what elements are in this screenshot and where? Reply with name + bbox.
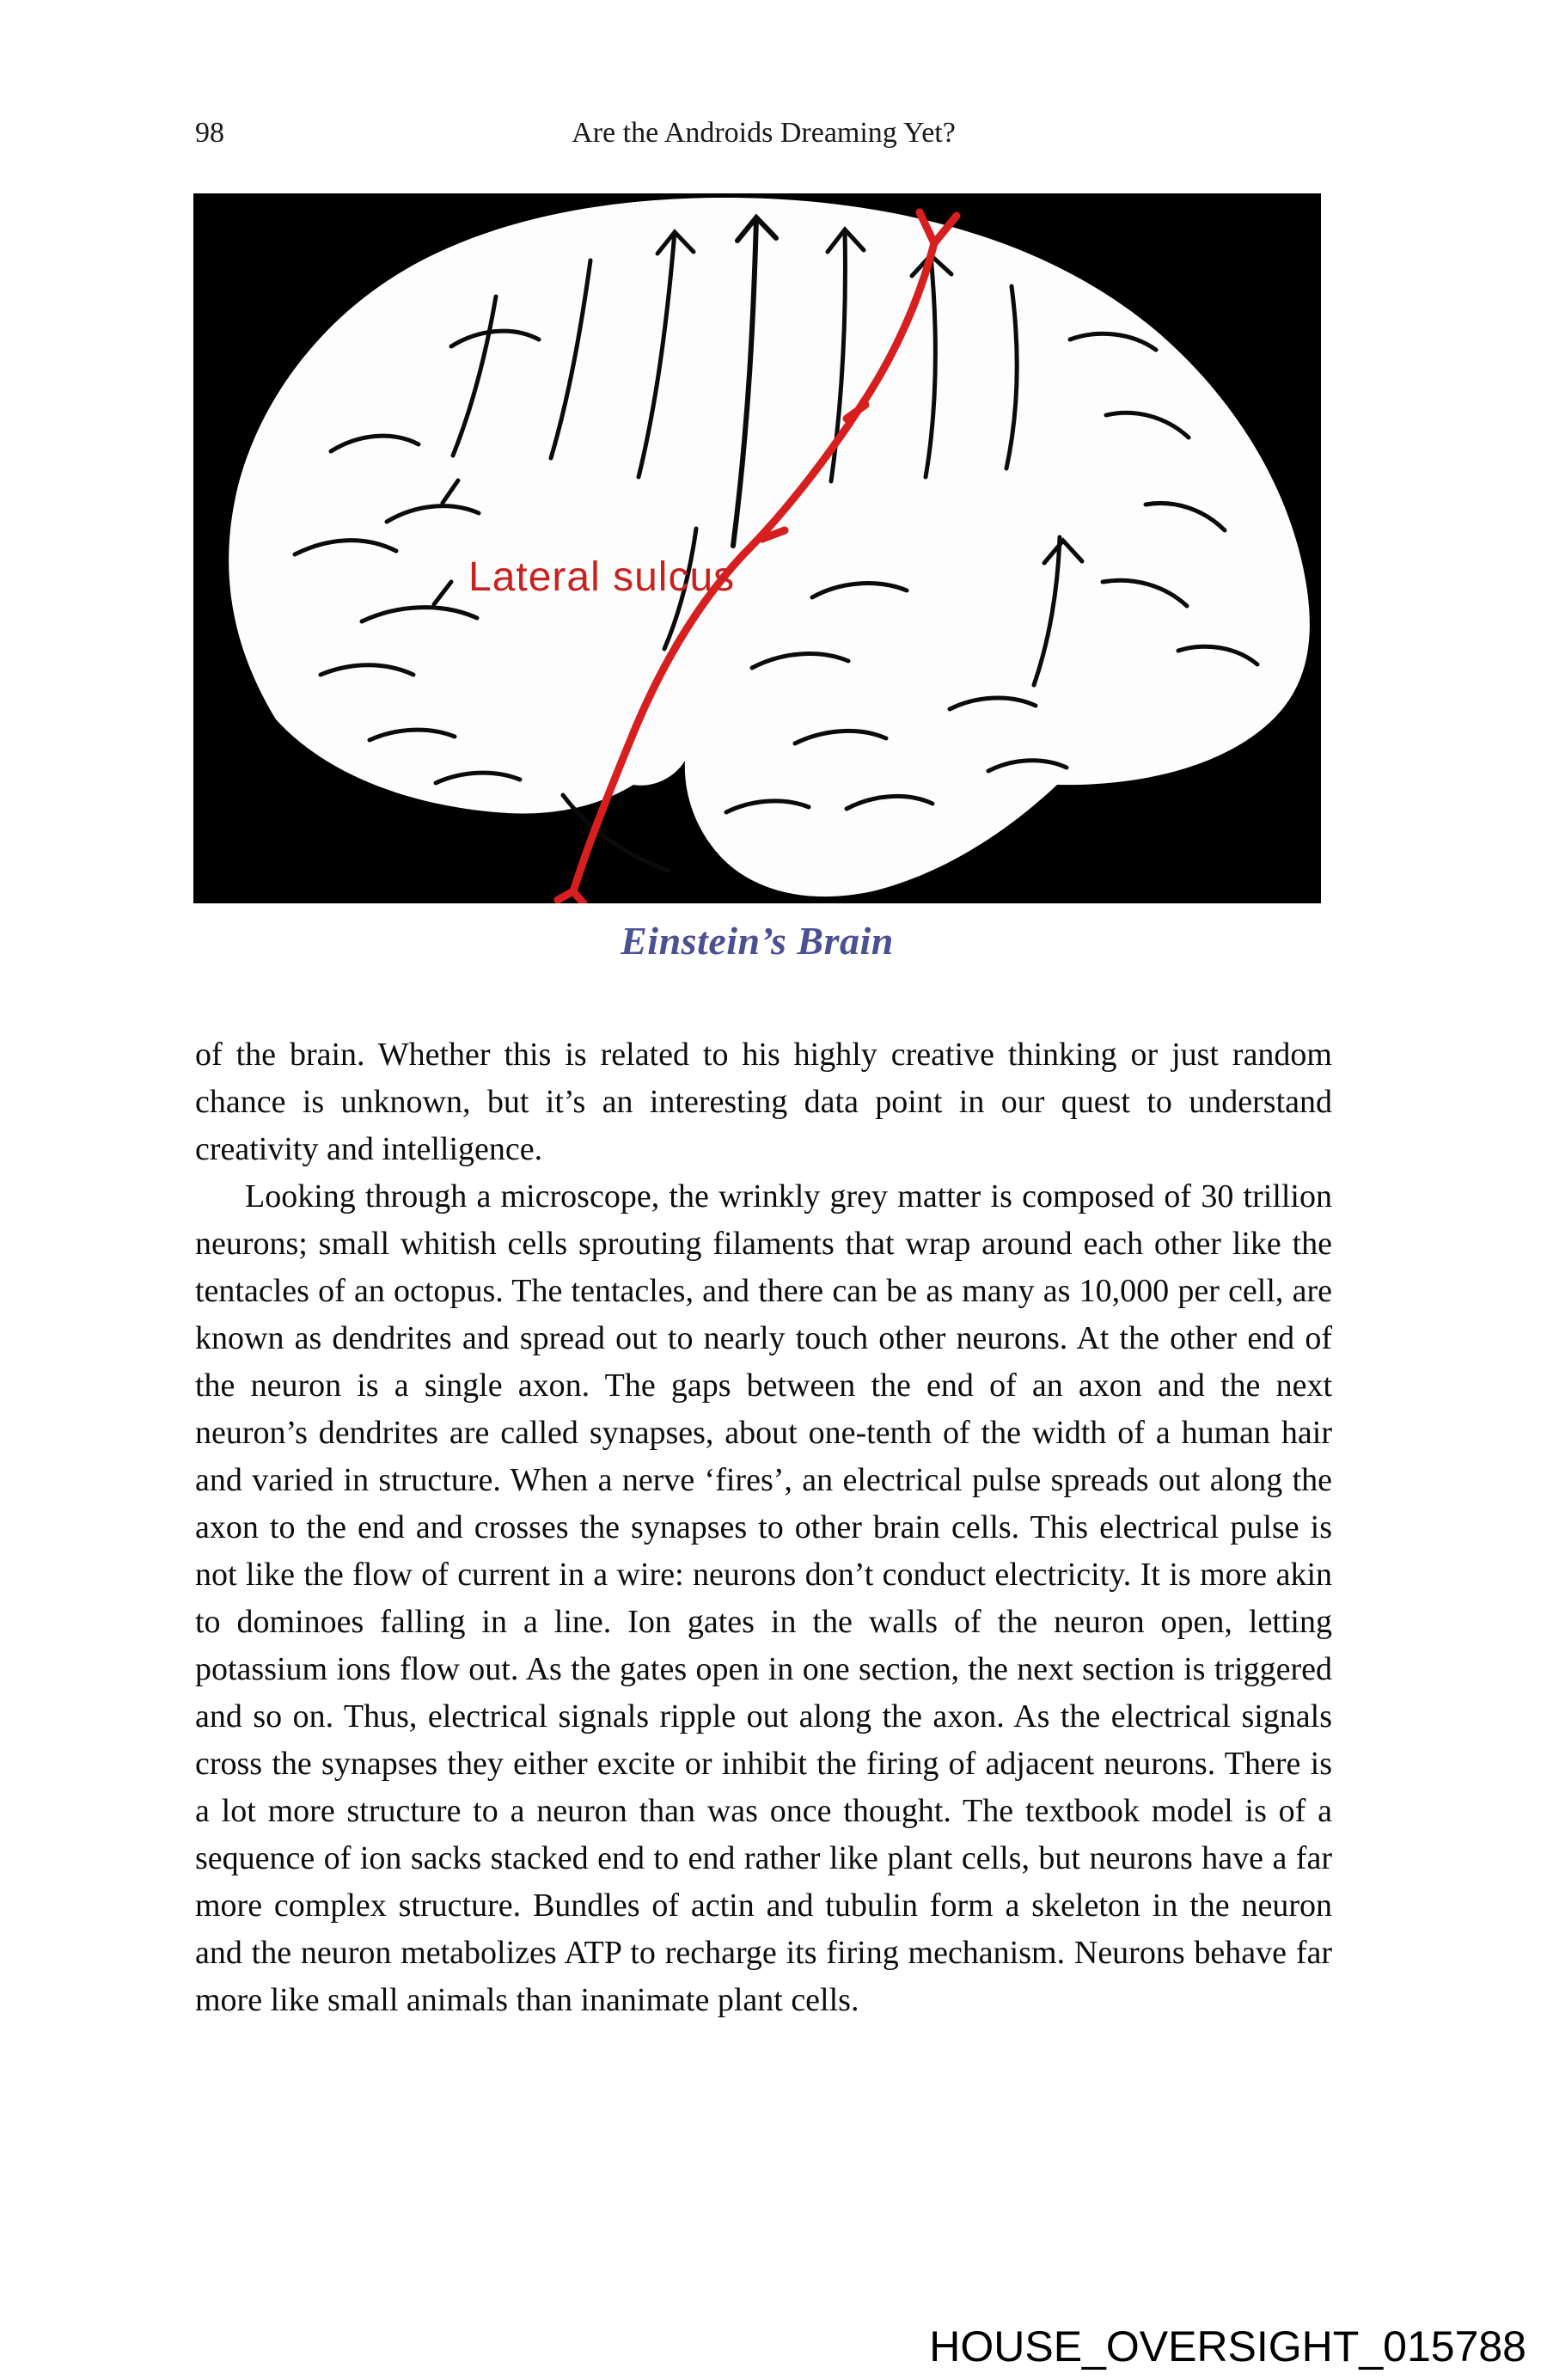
page-number: 98 (195, 117, 224, 149)
figure-label: Lateral sulcus (468, 554, 736, 600)
brain-illustration (193, 193, 1321, 903)
figure-caption: Einstein’s Brain (621, 919, 894, 963)
watermark: HOUSE_OVERSIGHT_015788 (929, 2322, 1526, 2371)
running-head (195, 117, 1332, 155)
paragraph: of the brain. Whether this is related to his highly creative thinking or just random chance is unknown, but it’s an interesting data point in our quest to understand creativity and intelligence. (195, 1037, 1332, 1167)
brain-figure (193, 193, 1321, 903)
running-title: Are the Androids Dreaming Yet? (572, 117, 956, 149)
paragraph: Looking through a microscope, the wrinkly grey matter is composed of 30 trillion neurons; small whitish cells sprouting filaments that wrap around each other like the tentacles of an octopus. The tentacles, and there can be as many as 10,000 per cell, are known as dendrites and spread out to nearly touch other neurons. At the other end of the neuron is a single axon. The gaps between the end of an axon and the next neuron’s dendrites are called synapses, about one-tenth of the width of a human hair and varied in structure. When a nerve ‘fires’, an electrical pulse spreads out along the axon to the end and crosses the synapses to other brain cells. This electrical pulse is not like the flow of current in a wire: neurons don’t conduct electricity. It is more akin to dominoes falling in a line. Ion gates in the walls of the neuron open, letting potassium ions flow out. As the gates open in one section, the next section is triggered and so on. Thus, electrical signals ripple out along the axon. As the electrical signals cross the synapses they either excite or inhibit the firing of adjacent neurons. There is a lot more structure to a neuron than was once thought. The textbook model is of a sequence of ion sacks stacked end to end rather like plant cells, but neurons have a far more complex structure. Bundles of actin and tubulin form a skeleton in the neuron and the neuron metabolizes ATP to recharge its firing mechanism. Neurons behave far more like small animals than inanimate plant cells. (195, 1178, 1332, 2018)
body-text (195, 1031, 1332, 2024)
